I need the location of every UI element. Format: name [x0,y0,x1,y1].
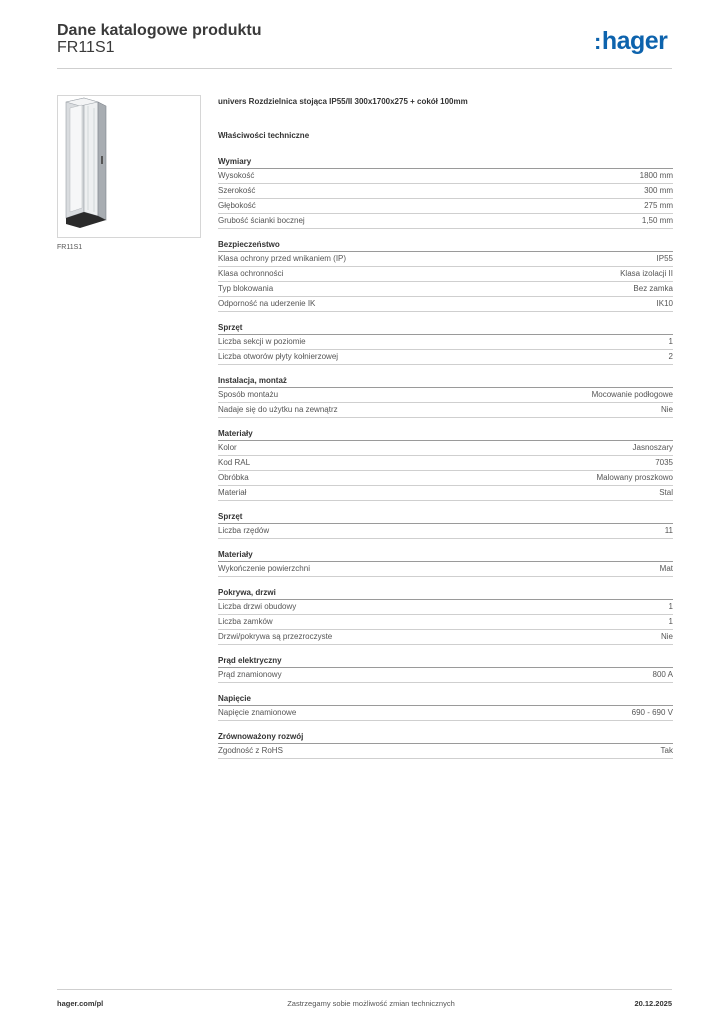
spec-row [218,600,673,615]
spec-value: Nie [660,405,673,414]
footer-divider [57,989,672,990]
spec-group-title: Bezpieczeństwo [218,239,673,252]
spec-value: 300 mm [644,186,673,195]
spec-group-title: Materiały [218,549,673,562]
spec-label: Drzwi/pokrywa są przezroczyste [218,632,333,641]
header-divider [57,68,672,69]
footer-date: 20.12.2025 [634,999,672,1008]
spec-groups [218,156,673,769]
spec-group-title: Napięcie [218,693,673,706]
spec-row [218,169,673,184]
logo-colon-mark: : [594,29,601,54]
spec-value: 7035 [655,458,673,467]
spec-row [218,630,673,645]
spec-label: Nadaje się do użytku na zewnątrz [218,405,338,414]
spec-value: Mat [659,564,673,573]
spec-value: 800 A [652,670,673,679]
product-code: FR11S1 [57,39,115,56]
spec-value: 1 [668,602,673,611]
spec-group [218,655,673,683]
spec-value: 2 [668,352,673,361]
spec-row [218,441,673,456]
spec-label: Typ blokowania [218,284,274,293]
spec-value: Stal [659,488,673,497]
spec-value: 1,50 mm [641,216,673,225]
spec-value: Tak [660,746,673,755]
spec-value: 1 [668,617,673,626]
spec-group-title: Instalacja, montaż [218,375,673,388]
spec-group [218,428,673,501]
spec-row [218,668,673,683]
spec-row [218,282,673,297]
spec-group [218,375,673,418]
spec-label: Liczba drzwi obudowy [218,602,297,611]
spec-value: 11 [664,526,673,535]
spec-row [218,388,673,403]
spec-group [218,511,673,539]
spec-label: Prąd znamionowy [218,670,282,679]
spec-group-title: Materiały [218,428,673,441]
spec-value: 690 - 690 V [631,708,673,717]
spec-label: Materiał [218,488,247,497]
spec-group [218,731,673,759]
spec-row [218,335,673,350]
spec-row [218,199,673,214]
spec-group-title: Wymiary [218,156,673,169]
spec-label: Szerokość [218,186,256,195]
spec-group [218,549,673,577]
spec-group [218,239,673,312]
spec-row [218,297,673,312]
spec-value: IP55 [656,254,673,263]
spec-label: Obróbka [218,473,249,482]
image-caption: FR11S1 [57,244,83,251]
spec-row [218,184,673,199]
specs-heading: Właściwości techniczne [218,131,310,140]
spec-group-title: Pokrywa, drzwi [218,587,673,600]
spec-group-title: Zrównoważony rozwój [218,731,673,744]
spec-row [218,267,673,282]
hager-logo [594,27,667,56]
spec-value: Mocowanie podłogowe [591,390,673,399]
spec-row [218,456,673,471]
spec-group [218,156,673,229]
spec-label: Wykończenie powierzchni [218,564,310,573]
spec-row [218,214,673,229]
spec-value: Nie [660,632,673,641]
spec-group-title: Sprzęt [218,322,673,335]
spec-label: Kod RAL [218,458,251,467]
spec-value: 1 [668,337,673,346]
spec-label: Głębokość [218,201,256,210]
spec-row [218,706,673,721]
spec-label: Kolor [218,443,237,452]
spec-group [218,322,673,365]
spec-row [218,350,673,365]
spec-group [218,693,673,721]
spec-value: Bez zamka [633,284,673,293]
spec-value: 275 mm [644,201,673,210]
spec-row [218,524,673,539]
spec-label: Liczba otworów płyty kołnierzowej [218,352,339,361]
page-title: Dane katalogowe produktu [57,22,262,39]
spec-row [218,744,673,759]
spec-row [218,615,673,630]
spec-row [218,562,673,577]
spec-label: Klasa ochrony przed wnikaniem (IP) [218,254,347,263]
spec-label: Klasa ochronności [218,269,284,278]
spec-row [218,471,673,486]
spec-value: Klasa izolacji II [620,269,673,278]
spec-row [218,252,673,267]
spec-value: Jasnoszary [632,443,673,452]
footer-disclaimer: Zastrzegamy sobie możliwość zmian technicznych [287,999,455,1008]
spec-row [218,403,673,418]
spec-label: Liczba sekcji w poziomie [218,337,306,346]
spec-label: Liczba zamków [218,617,273,626]
spec-label: Napięcie znamionowe [218,708,297,717]
spec-label: Zgodność z RoHS [218,746,283,755]
product-image [57,95,201,238]
spec-label: Odporność na uderzenie IK [218,299,316,308]
footer-website[interactable]: hager.com/pl [57,999,104,1008]
spec-value: Malowany proszkowo [596,473,673,482]
spec-row [218,486,673,501]
spec-group-title: Prąd elektryczny [218,655,673,668]
spec-label: Liczba rzędów [218,526,270,535]
spec-group [218,587,673,645]
spec-group-title: Sprzęt [218,511,673,524]
cabinet-illustration [58,96,200,237]
spec-value: 1800 mm [639,171,673,180]
logo-text: hager [601,27,668,55]
product-description: univers Rozdzielnica stojąca IP55/II 300x1700x275 + cokół 100mm [218,97,468,106]
spec-value: IK10 [656,299,673,308]
spec-label: Sposób montażu [218,390,279,399]
spec-label: Grubość ścianki bocznej [218,216,305,225]
spec-label: Wysokość [218,171,255,180]
